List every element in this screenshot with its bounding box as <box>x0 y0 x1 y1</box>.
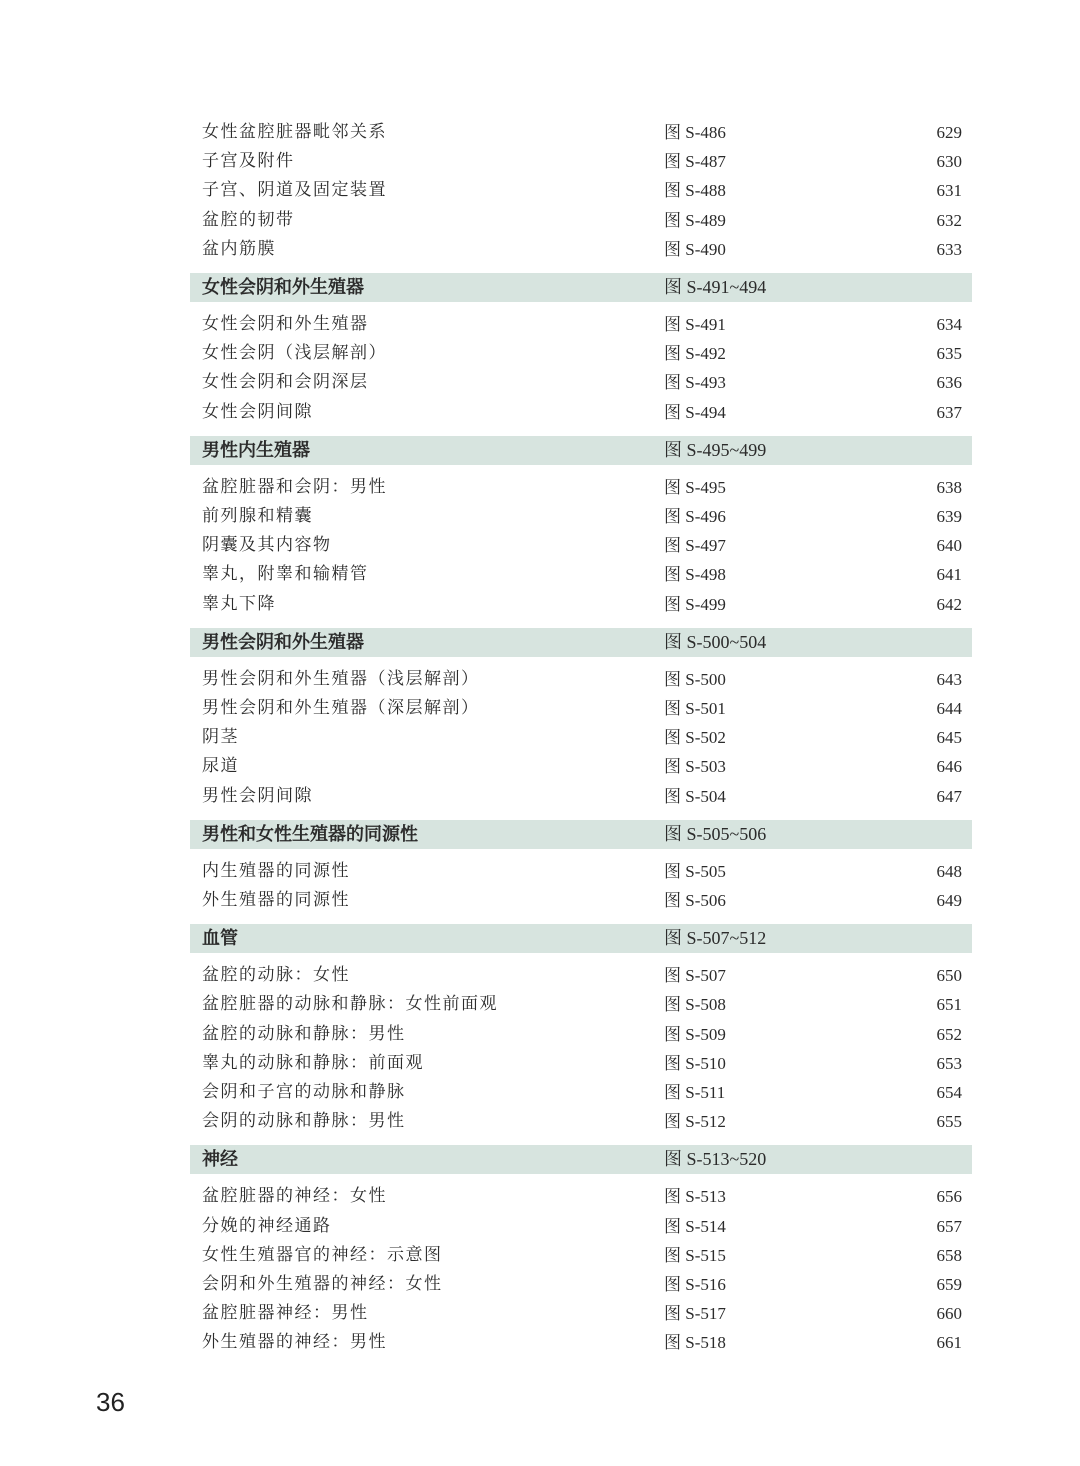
toc-entry[interactable] <box>190 961 972 990</box>
entry-page-number: 649 <box>936 891 962 910</box>
section-title: 神经 <box>202 1149 238 1171</box>
entry-page-number: 641 <box>936 565 962 585</box>
toc-entry[interactable] <box>190 176 972 205</box>
entry-figure-number: 图 S-487 <box>664 152 726 172</box>
entry-figure-number: 图 S-501 <box>664 699 726 718</box>
entry-page-number: 629 <box>936 123 962 142</box>
entry-figure-number: 图 S-489 <box>664 210 726 230</box>
entry-title: 女性生殖器官的神经：示意图 <box>202 1244 443 1265</box>
entry-figure-number: 图 S-514 <box>664 1216 726 1236</box>
entry-title: 会阴和子宫的动脉和静脉 <box>202 1082 406 1102</box>
entry-figure-number: 图 S-503 <box>664 757 726 777</box>
toc-entry[interactable] <box>190 886 972 915</box>
section-figure-range: 图 S-495~499 <box>664 439 767 460</box>
entry-page-number: 637 <box>936 402 962 422</box>
entry-page-number: 647 <box>936 786 962 806</box>
toc-entry[interactable] <box>190 310 972 339</box>
entry-page-number: 635 <box>936 344 962 364</box>
toc-entry[interactable] <box>190 752 972 781</box>
entry-title: 女性会阴和会阴深层 <box>202 372 369 393</box>
toc-entry[interactable] <box>190 235 972 264</box>
toc-entry[interactable] <box>190 118 972 147</box>
entry-figure-number: 图 S-517 <box>664 1304 726 1324</box>
entry-page-number: 642 <box>936 594 962 614</box>
toc-entry[interactable] <box>190 1020 972 1049</box>
entry-figure-number: 图 S-494 <box>664 402 726 422</box>
entry-figure-number: 图 S-490 <box>664 239 726 259</box>
entry-page-number: 645 <box>936 728 962 748</box>
entry-figure-number: 图 S-502 <box>664 728 726 748</box>
entry-page-number: 634 <box>936 315 962 334</box>
entry-page-number: 655 <box>936 1112 962 1132</box>
section-header <box>190 273 972 302</box>
entry-title: 会阴和外生殖器的神经：女性 <box>202 1274 443 1294</box>
entry-page-number: 660 <box>936 1304 962 1324</box>
entry-page-number: 633 <box>936 239 962 259</box>
entry-title: 男性会阴和外生殖器（浅层解剖） <box>202 668 480 689</box>
entry-title: 盆腔脏器和会阴：男性 <box>202 476 387 497</box>
entry-title: 女性会阴间隙 <box>202 401 313 422</box>
entry-title: 睾丸的动脉和静脉：前面观 <box>202 1052 424 1073</box>
entry-title: 内生殖器的同源性 <box>202 860 350 881</box>
section-header <box>190 820 972 849</box>
entry-page-number: 651 <box>936 995 962 1015</box>
section-figure-range: 图 S-505~506 <box>664 823 767 844</box>
section-figure-range: 图 S-500~504 <box>664 631 767 652</box>
entry-figure-number: 图 S-505 <box>664 861 726 881</box>
entry-figure-number: 图 S-496 <box>664 507 726 526</box>
entry-figure-number: 图 S-507 <box>664 966 726 986</box>
entry-page-number: 657 <box>936 1216 962 1236</box>
entry-figure-number: 图 S-491 <box>664 315 726 334</box>
toc-entry[interactable] <box>190 398 972 427</box>
entry-title: 盆腔的动脉：女性 <box>202 965 350 986</box>
entry-page-number: 652 <box>936 1024 962 1044</box>
entry-title: 阴茎 <box>202 727 239 748</box>
section-header <box>190 924 972 953</box>
entry-title: 会阴的动脉和静脉：男性 <box>202 1111 406 1132</box>
entry-figure-number: 图 S-495 <box>664 477 726 497</box>
entry-figure-number: 图 S-499 <box>664 594 726 614</box>
entry-page-number: 656 <box>936 1187 962 1207</box>
entry-title: 外生殖器的神经：男性 <box>202 1332 387 1353</box>
toc-entry[interactable] <box>190 782 972 811</box>
entry-figure-number: 图 S-518 <box>664 1333 726 1353</box>
toc-entry[interactable] <box>190 694 972 723</box>
section-figure-range: 图 S-513~520 <box>664 1149 767 1170</box>
entry-title: 盆腔的韧带 <box>202 209 295 230</box>
entry-page-number: 658 <box>936 1245 962 1265</box>
entry-title: 男性会阴间隙 <box>202 785 313 806</box>
entry-title: 睾丸，附睾和输精管 <box>202 564 369 585</box>
entry-title: 尿道 <box>202 756 239 777</box>
section-header <box>190 436 972 465</box>
entry-page-number: 643 <box>936 669 962 689</box>
section-title: 女性会阴和外生殖器 <box>202 277 364 298</box>
entry-title: 女性会阴（浅层解剖） <box>202 343 387 364</box>
entry-page-number: 632 <box>936 210 962 230</box>
section-title: 男性和女性生殖器的同源性 <box>202 823 418 845</box>
entry-page-number: 638 <box>936 477 962 497</box>
entry-figure-number: 图 S-497 <box>664 536 726 556</box>
toc-entry[interactable] <box>190 473 972 502</box>
entry-figure-number: 图 S-506 <box>664 891 726 910</box>
entry-page-number: 646 <box>936 757 962 777</box>
section-figure-range: 图 S-507~512 <box>664 928 767 949</box>
toc-entry[interactable] <box>190 1107 972 1136</box>
entry-title: 子宫、阴道及固定装置 <box>202 180 387 201</box>
toc-entry[interactable] <box>190 857 972 886</box>
entry-figure-number: 图 S-488 <box>664 181 726 201</box>
entry-figure-number: 图 S-509 <box>664 1024 726 1044</box>
toc-entry[interactable] <box>190 206 972 235</box>
entry-title: 盆腔脏器的神经：女性 <box>202 1186 387 1207</box>
toc-entry[interactable] <box>190 531 972 560</box>
entry-title: 盆腔脏器神经：男性 <box>202 1303 369 1324</box>
toc-entry[interactable] <box>190 368 972 397</box>
toc-entry[interactable] <box>190 723 972 752</box>
toc-entry[interactable] <box>190 990 972 1019</box>
toc-entry[interactable] <box>190 1049 972 1078</box>
entry-page-number: 631 <box>936 181 962 201</box>
entry-title: 睾丸下降 <box>202 593 276 614</box>
section-header <box>190 628 972 657</box>
entry-figure-number: 图 S-516 <box>664 1275 726 1294</box>
section-title: 血管 <box>202 928 238 950</box>
entry-figure-number: 图 S-510 <box>664 1053 726 1073</box>
entry-figure-number: 图 S-500 <box>664 669 726 689</box>
entry-figure-number: 图 S-512 <box>664 1112 726 1132</box>
entry-page-number: 630 <box>936 152 962 172</box>
entry-page-number: 636 <box>936 373 962 393</box>
entry-page-number: 639 <box>936 507 962 526</box>
toc-entry[interactable] <box>190 1078 972 1107</box>
entry-page-number: 661 <box>936 1333 962 1353</box>
entry-title: 男性会阴和外生殖器（深层解剖） <box>202 698 480 718</box>
entry-title: 前列腺和精囊 <box>202 506 313 526</box>
toc-entry[interactable] <box>190 1212 972 1241</box>
entry-page-number: 654 <box>936 1083 962 1102</box>
entry-figure-number: 图 S-511 <box>664 1083 726 1102</box>
entry-figure-number: 图 S-504 <box>664 786 726 806</box>
entry-title: 盆内筋膜 <box>202 238 276 259</box>
entry-title: 盆腔脏器的动脉和静脉：女性前面观 <box>202 994 498 1015</box>
entry-figure-number: 图 S-515 <box>664 1245 726 1265</box>
section-header <box>190 1145 972 1174</box>
entry-page-number: 640 <box>936 536 962 556</box>
entry-title: 女性盆腔脏器毗邻关系 <box>202 122 387 142</box>
section-title: 男性会阴和外生殖器 <box>202 631 364 653</box>
entry-title: 女性会阴和外生殖器 <box>202 314 369 334</box>
toc-entry[interactable] <box>190 1182 972 1211</box>
entry-page-number: 644 <box>936 699 962 718</box>
entry-page-number: 659 <box>936 1275 962 1294</box>
entry-title: 外生殖器的同源性 <box>202 890 350 910</box>
toc-entry[interactable] <box>190 665 972 694</box>
toc-entry[interactable] <box>190 339 972 368</box>
entry-title: 分娩的神经通路 <box>202 1215 332 1236</box>
toc-entry[interactable] <box>190 1299 972 1328</box>
toc-entry[interactable] <box>190 147 972 176</box>
entry-title: 阴囊及其内容物 <box>202 535 332 556</box>
toc-entry[interactable] <box>190 1328 972 1357</box>
toc-entry[interactable] <box>190 1270 972 1299</box>
entry-figure-number: 图 S-492 <box>664 344 726 364</box>
toc-entry[interactable] <box>190 1241 972 1270</box>
toc-entry[interactable] <box>190 560 972 589</box>
entry-title: 盆腔的动脉和静脉：男性 <box>202 1023 406 1044</box>
entry-figure-number: 图 S-508 <box>664 995 726 1015</box>
entry-figure-number: 图 S-486 <box>664 123 726 142</box>
page-number: 36 <box>96 1387 125 1417</box>
entry-title: 子宫及附件 <box>202 151 295 172</box>
entry-page-number: 650 <box>936 966 962 986</box>
toc-entry[interactable] <box>190 590 972 619</box>
entry-page-number: 648 <box>936 861 962 881</box>
entry-page-number: 653 <box>936 1053 962 1073</box>
section-title: 男性内生殖器 <box>202 439 310 461</box>
entry-figure-number: 图 S-493 <box>664 373 726 393</box>
section-figure-range: 图 S-491~494 <box>664 277 767 297</box>
entry-figure-number: 图 S-513 <box>664 1187 726 1207</box>
entry-figure-number: 图 S-498 <box>664 565 726 585</box>
toc-entry[interactable] <box>190 502 972 531</box>
